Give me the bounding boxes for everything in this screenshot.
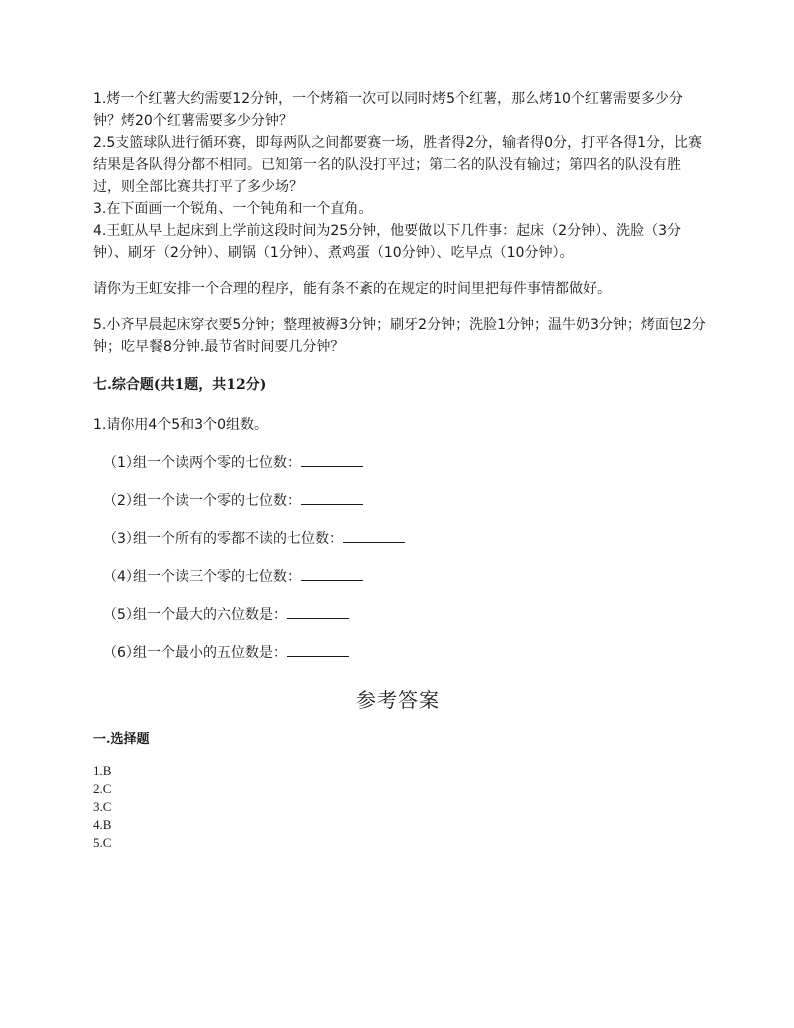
question-4-note: 请你为王虹安排一个合理的程序，能有条不紊的在规定的时间里把每件事情都做好。 [93, 281, 611, 297]
sub-question-number: （4） [103, 569, 140, 585]
answer-item: 2.C [93, 781, 112, 796]
question-1: 1.烤一个红薯大约需要12分钟，一个烤箱一次可以同时烤5个红薯，那么烤10个红薯需要多少分钟？烤20个红薯需要多少分钟？ [93, 91, 683, 129]
answer-list [93, 762, 708, 852]
sub-question-6 [93, 642, 708, 664]
sub-question-4 [93, 566, 708, 588]
question-3: 3.在下面画一个锐角、一个钝角和一个直角。 [93, 201, 373, 217]
sub-question-number: （2） [103, 493, 140, 509]
sub-question-text: 组一个所有的零都不读的七位数： [133, 531, 343, 547]
answer-blank[interactable] [343, 528, 405, 543]
answer-item: 5.C [93, 835, 112, 850]
answer-key-heading: 参考答案 [356, 688, 440, 712]
sub-question-2 [93, 490, 708, 512]
sub-question-5 [93, 604, 708, 626]
answer-blank[interactable] [301, 566, 363, 581]
document-page [93, 88, 708, 852]
sub-question-number: （5） [103, 607, 140, 623]
sub-question-1 [93, 452, 708, 474]
sub-question-text: 组一个读两个零的七位数： [133, 455, 301, 471]
answer-blank[interactable] [301, 452, 363, 467]
sub-question-3 [93, 528, 708, 550]
sub-question-text: 组一个读一个零的七位数： [133, 493, 301, 509]
answer-item: 1.B [93, 763, 112, 778]
answer-blank[interactable] [301, 490, 363, 505]
sub-question-number: （3） [103, 531, 140, 547]
sub-question-text: 组一个最大的六位数是： [133, 607, 287, 623]
sub-question-number: （6） [103, 645, 140, 661]
answer-section-title: 一.选择题 [93, 732, 150, 747]
answer-item: 3.C [93, 799, 112, 814]
question-4: 4.王虹从早上起床到上学前这段时间为25分钟，他要做以下几件事：起床（2分钟）、洗脸（3分钟）、刷牙（2分钟）、刷锅（1分钟）、煮鸡蛋（10分钟）、吃早点（10分钟）。 [93, 223, 681, 261]
sub-question-number: （1） [103, 455, 140, 471]
question-2: 2.5支篮球队进行循环赛，即每两队之间都要赛一场，胜者得2分，输者得0分，打平各得1分，比赛结果是各队得分都不相同。已知第一名的队没打平过；第二名的队没有输过；第四名的队没有胜过，则全部比赛共打平了多少场？ [93, 135, 702, 195]
section-7-title: 七.综合题(共1题，共12分) [93, 377, 267, 393]
section-7-intro: 1.请你用4个5和3个0组数。 [93, 417, 268, 433]
answer-blank[interactable] [287, 604, 349, 619]
answer-item: 4.B [93, 817, 112, 832]
sub-question-text: 组一个最小的五位数是： [133, 645, 287, 661]
question-5: 5.小齐早晨起床穿衣要5分钟；整理被褥3分钟；刷牙2分钟；洗脸1分钟；温牛奶3分钟；烤面包2分钟；吃早餐8分钟.最节省时间要几分钟？ [93, 317, 706, 355]
answer-blank[interactable] [287, 642, 349, 657]
sub-question-text: 组一个读三个零的七位数： [133, 569, 301, 585]
